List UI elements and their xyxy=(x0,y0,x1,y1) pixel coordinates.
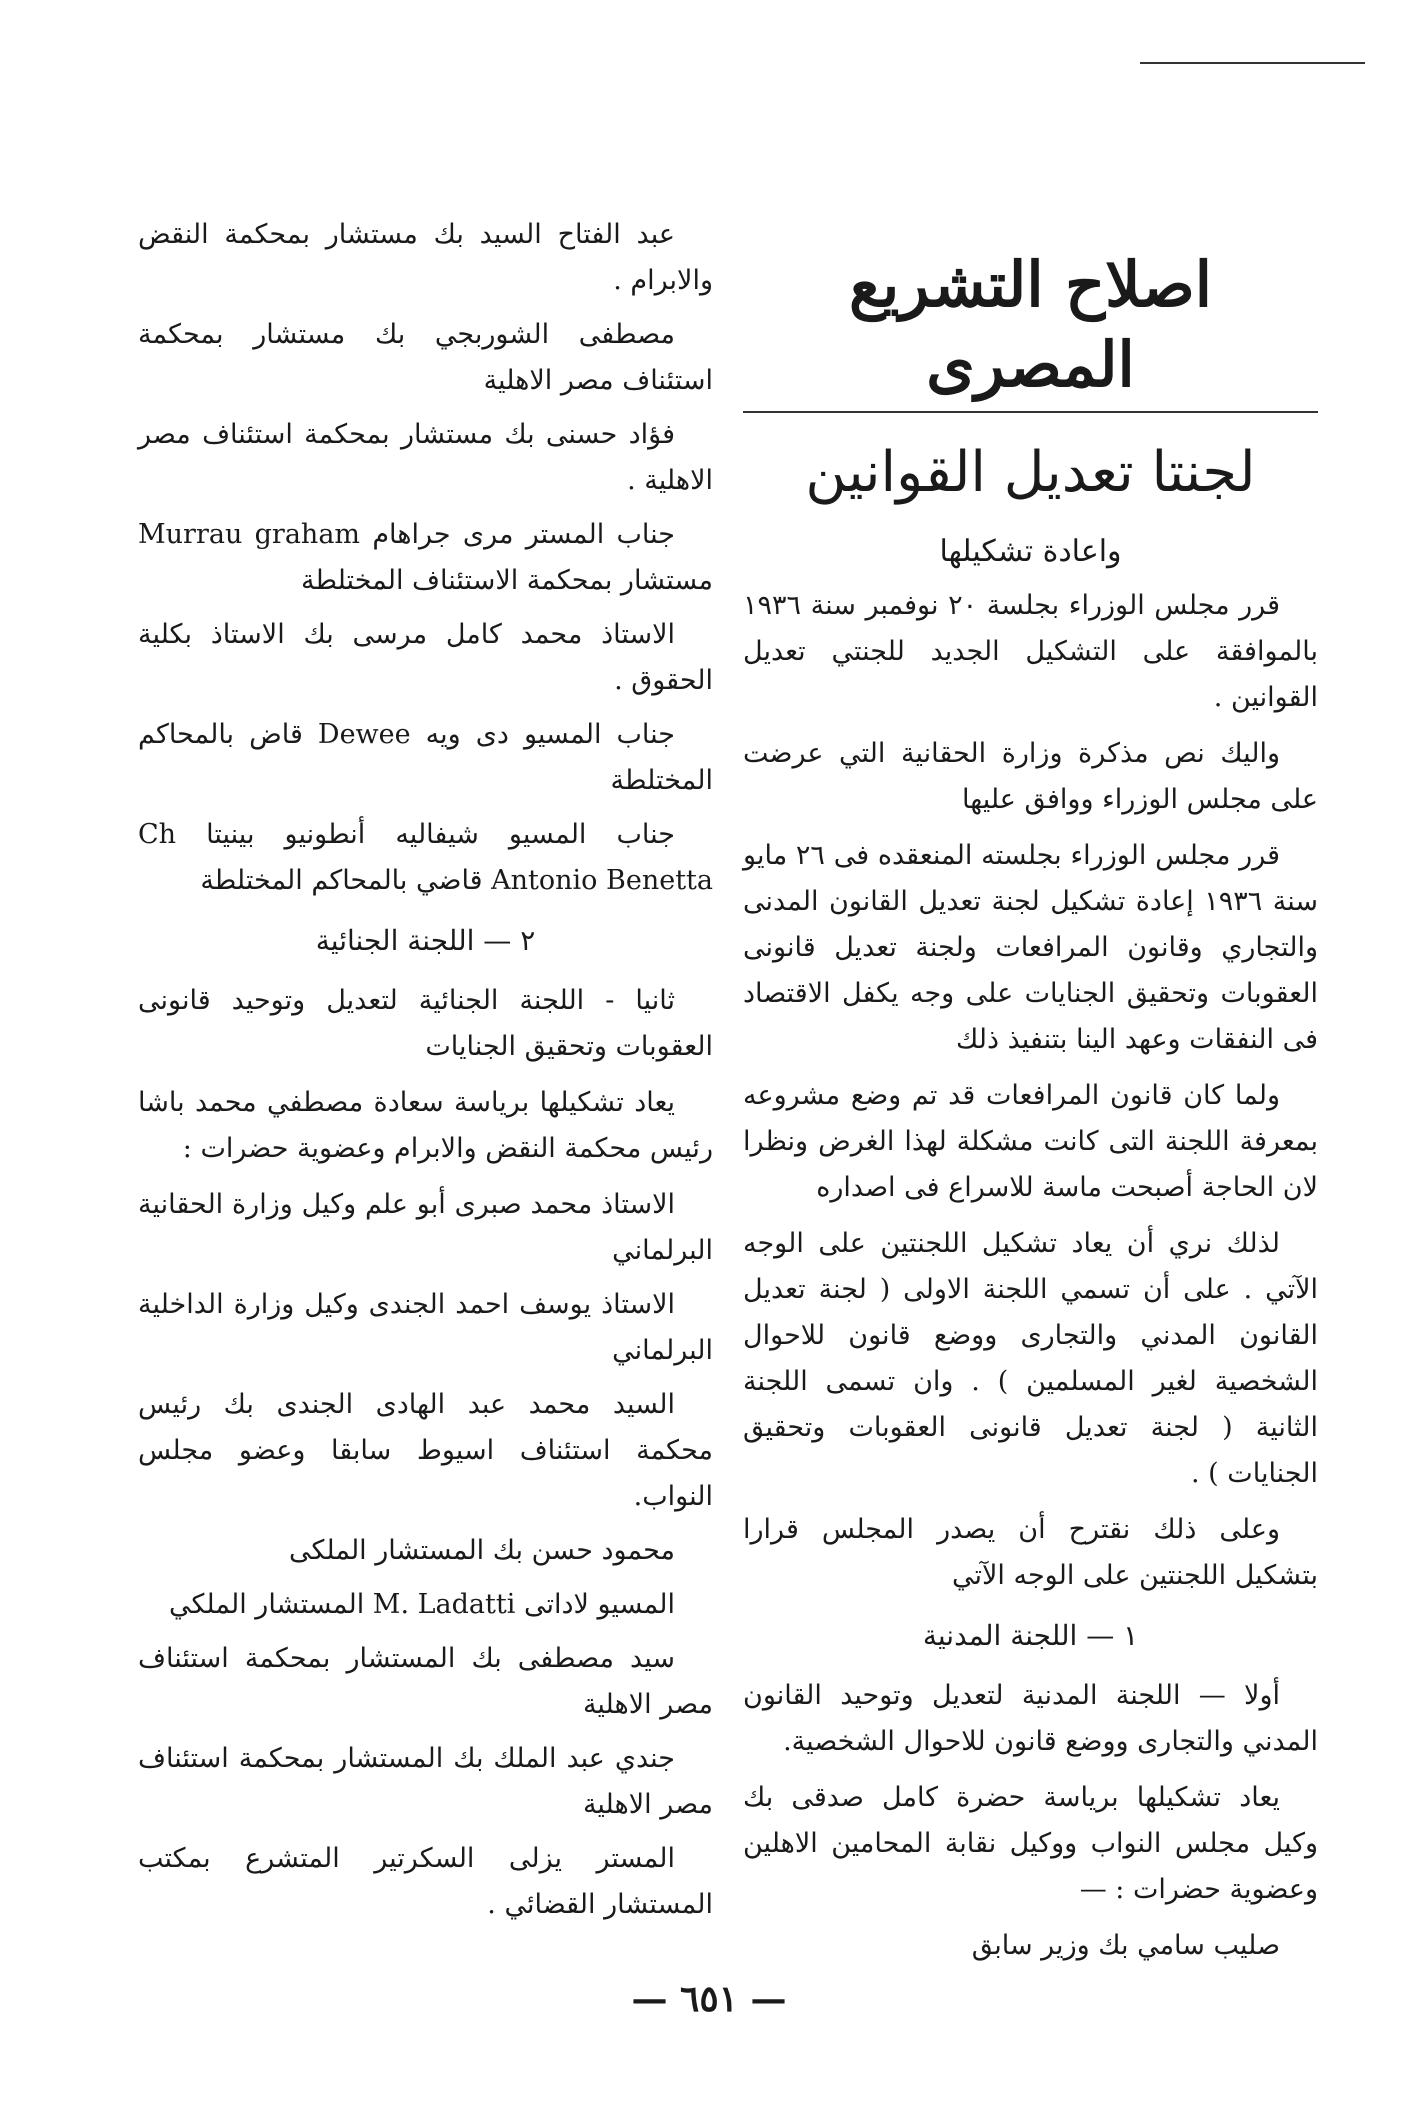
member-entry: جناب المستر مرى جراهام Murrau graham مستشار بمحكمة الاستئناف المختلطة xyxy=(138,519,713,596)
paragraph: ولما كان قانون المرافعات قد تم وضع مشروعه بمعرفة اللجنة التى كانت مشكلة لهذا الغرض ونظرا لان الحاجة أصبحت ماسة للاسراع فى اصداره xyxy=(743,1080,1318,1203)
article-subtitle: لجنتا تعديل القوانين xyxy=(805,440,1256,505)
title-divider xyxy=(743,411,1318,413)
member-entry: جندي عبد الملك بك المستشار بمحكمة استئناف مصر الاهلية xyxy=(138,1743,713,1820)
paragraph: واليك نص مذكرة وزارة الحقانية التي عرضت على مجلس الوزراء ووافق عليها xyxy=(743,738,1318,815)
page-number: — ٦٥١ — xyxy=(631,1978,787,2020)
member-entry: الاستاذ محمد كامل مرسى بك الاستاذ بكلية الحقوق . xyxy=(138,619,713,696)
right-column xyxy=(743,215,1318,1979)
article-title: اصلاح التشريع المصرى xyxy=(848,248,1213,401)
member-entry: صليب سامي بك وزير سابق xyxy=(971,1930,1280,1961)
member-entry: مصطفى الشوربجي بك مستشار بمحكمة استئناف مصر الاهلية xyxy=(138,319,713,396)
paragraph: قرر مجلس الوزراء بجلسته المنعقده فى ٢٦ مايو سنة ١٩٣٦ إعادة تشكيل لجنة تعديل القانون المدنى والتجاري وقانون المرافعات ولجنة تعديل قانونى العقوبات وتحقيق الجنايات على وجه يكفل الاقتصاد فى النفقات وعهد الينا بتنفيذ ذلك xyxy=(743,840,1318,1055)
paragraph: أولا — اللجنة المدنية لتعديل وتوحيد القانون المدني والتجارى ووضع قانون للاحوال الشخصية. xyxy=(743,1680,1318,1757)
member-entry: الاستاذ يوسف احمد الجندى وكيل وزارة الداخلية البرلماني xyxy=(138,1289,713,1366)
member-entry: الاستاذ محمد صبرى أبو علم وكيل وزارة الحقانية البرلماني xyxy=(138,1189,713,1266)
member-entry: محمود حسن بك المستشار الملكى xyxy=(288,1535,675,1566)
paragraph: لذلك نري أن يعاد تشكيل اللجنتين على الوجه الآتي . على أن تسمي اللجنة الاولى ( لجنة تعديل القانون المدني والتجارى ووضع قانون للاحوال الشخصية لغير المسلمين ) . وان تسمى اللجنة الثانية ( لجنة تعديل قانونى العقوبات وتحقيق الجنايات ) . xyxy=(743,1228,1318,1489)
member-entry: عبد الفتاح السيد بك مستشار بمحكمة النقض والابرام . xyxy=(138,219,713,296)
paragraph: قرر مجلس الوزراء بجلسة ٢٠ نوفمبر سنة ١٩٣٦ بالموافقة على التشكيل الجديد للجنتي تعديل القوانين . xyxy=(743,590,1318,713)
paragraph: يعاد تشكيلها برياسة حضرة كامل صدقى بك وكيل مجلس النواب ووكيل نقابة المحامين الاهلين وعضوية حضرات : — xyxy=(743,1782,1318,1905)
section-heading-civil: ١ — اللجنة المدنية xyxy=(922,1619,1139,1652)
top-rule xyxy=(1140,62,1365,64)
member-entry: سيد مصطفى بك المستشار بمحكمة استئناف مصر الاهلية xyxy=(138,1643,713,1720)
paragraph: وعلى ذلك نقترح أن يصدر المجلس قرارا بتشكيل اللجنتين على الوجه الآتي xyxy=(743,1514,1318,1591)
paragraph: ثانيا - اللجنة الجنائية لتعديل وتوحيد قانونى العقوبات وتحقيق الجنايات xyxy=(138,985,713,1062)
article-sub-subtitle: واعادة تشكيلها xyxy=(939,534,1122,569)
member-entry: جناب المسيو دى ويه Dewee قاض بالمحاكم المختلطة xyxy=(138,719,713,796)
member-entry: جناب المسيو شيفاليه أنطونيو بينيتا Ch Antonio Benetta قاضي بالمحاكم المختلطة xyxy=(138,819,713,896)
member-entry: السيد محمد عبد الهادى الجندى بك رئيس محكمة استئناف اسيوط سابقا وعضو مجلس النواب. xyxy=(138,1389,713,1512)
left-column xyxy=(138,212,713,1936)
member-entry: المسيو لاداتى M. Ladatti المستشار الملكي xyxy=(169,1589,675,1620)
paragraph: يعاد تشكيلها برياسة سعادة مصطفي محمد باشا رئيس محكمة النقض والابرام وعضوية حضرات : xyxy=(138,1087,713,1164)
section-heading-criminal: ٢ — اللجنة الجنائية xyxy=(315,924,536,957)
member-entry: فؤاد حسنى بك مستشار بمحكمة استئناف مصر الاهلية . xyxy=(138,419,713,496)
member-entry: المستر يزلى السكرتير المتشرع بمكتب المستشار القضائي . xyxy=(138,1843,713,1920)
